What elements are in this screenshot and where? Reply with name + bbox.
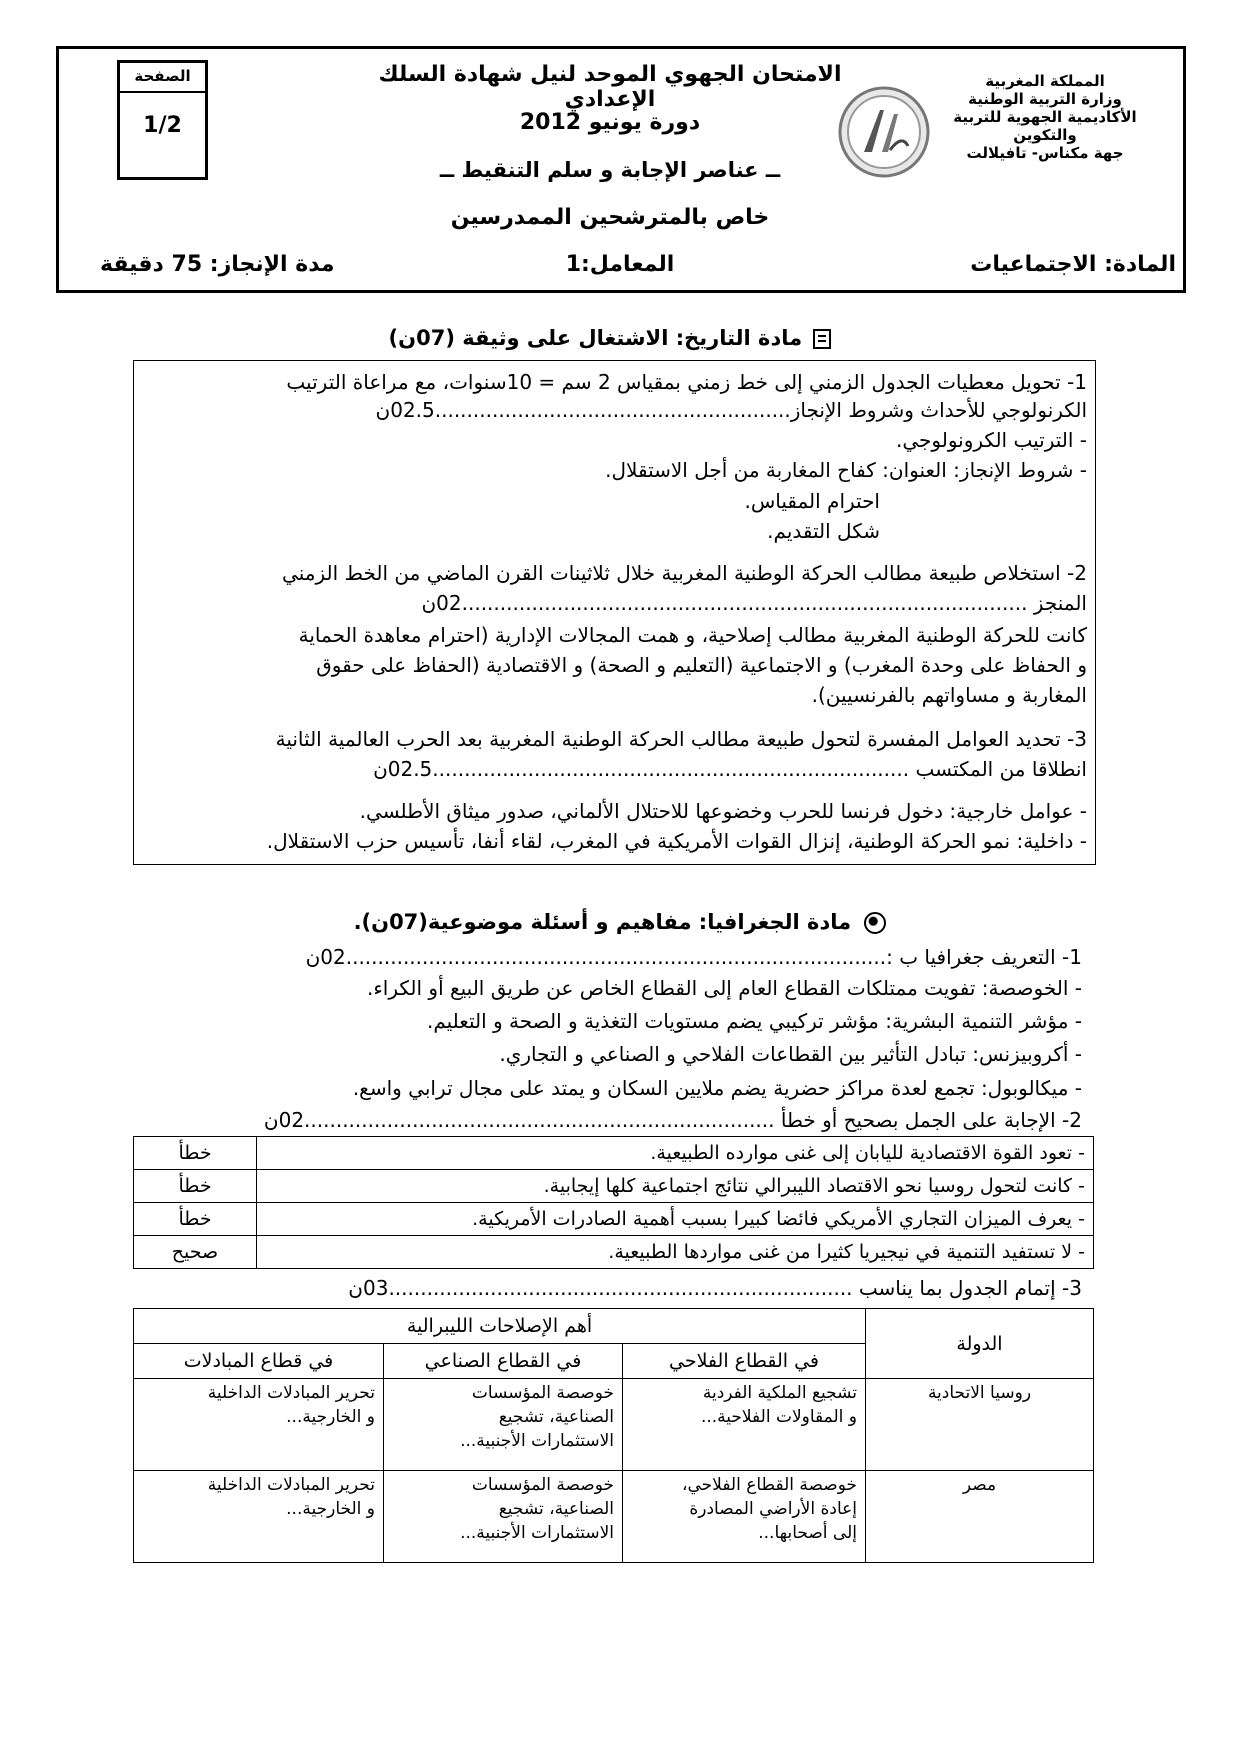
geography-q1: 1- التعريف جغرافيا ب :.....................................................................................02ن [305,945,1082,969]
duration-label: مدة الإنجاز: 75 دقيقة [100,252,335,277]
table-row [134,1471,1094,1563]
history-line: المنجز .........................................................................................02ن [421,591,1087,615]
exam-session: دورة يونيو 2012 [519,110,701,135]
agri-cell [623,1471,866,1563]
history-line: المغاربة و مساواتهم بالفرنسيين). [811,683,1087,707]
cell-line: الاستثمارات الأجنبية... [460,1431,614,1451]
history-line: 2- استخلاص طبيعة مطالب الحركة الوطنية المغربية خلال ثلاثينات القرن الماضي من الخط الزمني [282,561,1087,585]
history-line: كانت للحركة الوطنية المغربية مطالب إصلاحية، و همت المجالات الإدارية (احترام معاهدة الحماية [298,623,1087,647]
reforms-group-header: أهم الإصلاحات الليبرالية [134,1309,866,1344]
cell-line: تشجيع الملكية الفردية [702,1383,857,1403]
agri-cell [623,1379,866,1471]
history-line: انطلاقا من المكتسب ...........................................................................02.5ن [373,757,1087,781]
country-cell: روسيا الاتحادية [866,1379,1094,1471]
coefficient-label: المعامل:1 [565,252,675,277]
history-line: - الترتيب الكرونولوجي. [896,428,1087,452]
geography-q2: 2- الإجابة على الجمل بصحيح أو خطأ ..........................................................................02ن [263,1108,1082,1132]
geography-q3: 3- إتمام الجدول بما يناسب .........................................................................03ن [348,1276,1082,1300]
history-line: احترام المقياس. [744,489,880,513]
history-line: - شروط الإنجاز: العنوان: كفاح المغاربة من أجل الاستقلال. [605,458,1087,482]
tf-answer: خطأ [134,1170,257,1203]
tf-answer: صحيح [134,1236,257,1269]
trade-cell [134,1379,384,1471]
tf-statement: - تعود القوة الاقتصادية لليابان إلى غنى موارده الطبيعية. [257,1137,1094,1170]
table-row [134,1203,1094,1236]
org-line: وزارة التربية الوطنية [968,90,1122,108]
history-line: الكرنولوجي للأحداث وشروط الإنجاز........................................................02.5ن [375,398,1087,422]
org-line: جهة مكناس- تافيلالت [966,144,1124,162]
cell-line: الصناعية، تشجيع [498,1499,614,1519]
cell-line: خوصصة القطاع الفلاحي، [682,1475,857,1495]
country-cell: مصر [866,1471,1094,1563]
history-line: - داخلية: نمو الحركة الوطنية، إنزال القوات الأمريكية في المغرب، لقاء أنفا، تأسيس حزب الاستقلال. [266,829,1087,853]
agri-header: في القطاع الفلاحي [623,1344,866,1379]
org-line: الأكاديمية الجهوية للتربية [953,108,1137,126]
cell-line: إعادة الأراضي المصادرة [689,1499,857,1519]
definition-item: - أكروبيزنس: تبادل التأثير بين القطاعات الفلاحي و الصناعي و التجاري. [499,1042,1082,1066]
history-line: 3- تحديد العوامل المفسرة لتحول طبيعة مطالب الحركة الوطنية المغربية بعد الحرب العالمية الثانية [275,727,1087,751]
cell-line: و الخارجية... [286,1499,375,1519]
candidates-label: خاص بالمترشحين الممدرسين [450,205,770,230]
history-title-text: مادة التاريخ: الاشتغال على وثيقة (07ن) [388,326,803,350]
cell-line: الاستثمارات الأجنبية... [460,1523,614,1543]
tf-statement: - لا تستفيد التنمية في نيجيريا كثيرا من غنى مواردها الطبيعية. [257,1236,1094,1269]
cell-line: و المقاولات الفلاحية... [700,1407,857,1427]
globe-icon [864,912,886,934]
tf-statement: - يعرف الميزان التجاري الأمريكي فائضا كبيرا بسبب أهمية الصادرات الأمريكية. [257,1203,1094,1236]
history-title [360,326,860,350]
history-box [133,360,1096,865]
table-row [134,1379,1094,1471]
tf-answer: خطأ [134,1137,257,1170]
industry-header: في القطاع الصناعي [384,1344,623,1379]
table-row [134,1137,1094,1170]
industry-cell [384,1471,623,1563]
tf-answer: خطأ [134,1203,257,1236]
page-number: 1/2 [143,113,182,138]
org-line: المملكة المغربية [985,72,1105,90]
cell-line: خوصصة المؤسسات [471,1383,614,1403]
geography-title [340,910,900,934]
definition-item: - الخوصصة: تفويت ممتلكات القطاع العام إلى القطاع الخاص عن طريق البيع أو الكراء. [367,976,1082,1000]
history-line: و الحفاظ على وحدة المغرب) و الاجتماعية (التعليم و الصحة) و الاقتصادية (الحفاظ على حقوق [316,653,1087,677]
trade-cell [134,1471,384,1563]
table-row [134,1309,1094,1344]
geography-title-text: مادة الجغرافيا: مفاهيم و أسئلة موضوعية(07ن). [353,910,852,934]
answer-key-title: ــ عناصر الإجابة و سلم التنقيط ــ [439,158,781,182]
cell-line: خوصصة المؤسسات [471,1475,614,1495]
cell-line: تحرير المبادلات الداخلية [207,1475,375,1495]
cell-line: تحرير المبادلات الداخلية [207,1383,375,1403]
true-false-table [133,1136,1094,1269]
exam-title: الامتحان الجهوي الموحد لنيل شهادة السلك الإعدادي [378,62,842,112]
cell-line: و الخارجية... [286,1407,375,1427]
academy-logo [836,84,932,180]
page-number-box [117,60,208,180]
history-line: 1- تحويل معطيات الجدول الزمني إلى خط زمني بمقياس 2 سم = 10سنوات، مع مراعاة الترتيب [286,370,1087,394]
cell-line: إلى أصحابها... [758,1523,857,1543]
liberal-reforms-table [133,1308,1094,1563]
definition-item: - مؤشر التنمية البشرية: مؤشر تركيبي يضم مستويات التغذية و الصحة و التعليم. [426,1009,1082,1033]
definition-item: - ميكالوبول: تجمع لعدة مراكز حضرية يضم ملايين السكان و يمتد على مجال ترابي واسع. [352,1076,1082,1100]
org-line: والتكوين [1013,126,1077,144]
industry-cell [384,1379,623,1471]
tf-statement: - كانت لتحول روسيا نحو الاقتصاد الليبرالي نتائج اجتماعية كلها إيجابية. [257,1170,1094,1203]
table-row [134,1170,1094,1203]
country-header: الدولة [866,1309,1094,1379]
table-row [134,1236,1094,1269]
history-line: شكل التقديم. [767,519,880,543]
trade-header: في قطاع المبادلات [134,1344,384,1379]
document-icon [813,329,831,349]
organization-block [940,72,1150,162]
page-label: الصفحة [120,63,205,93]
subject-label: المادة: الاجتماعيات [970,252,1176,277]
history-line: - عوامل خارجية: دخول فرنسا للحرب وخضوعها للاحتلال الألماني، صدور ميثاق الأطلسي. [359,799,1087,823]
cell-line: الصناعية، تشجيع [498,1407,614,1427]
